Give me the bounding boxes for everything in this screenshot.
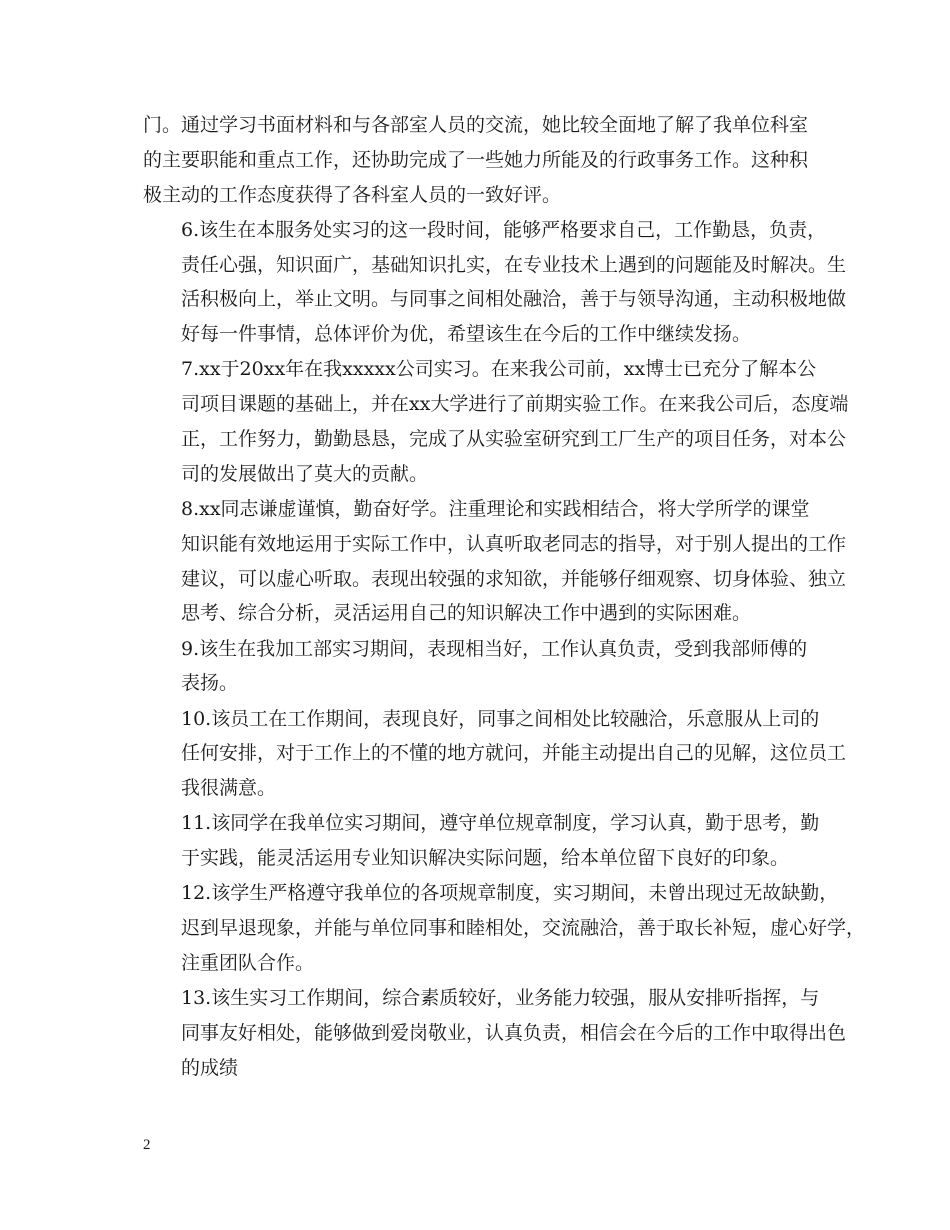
text-line: 司的发展做出了莫大的贡献。 [181, 462, 429, 485]
text-line: 正，工作努力，勤勤恳恳，完成了从实验室研究到工厂生产的项目任务，对本公 [181, 427, 847, 450]
text-line: 的主要职能和重点工作，还协助完成了一些她力所能及的行政事务工作。这种积 [143, 148, 809, 171]
paragraph [143, 876, 866, 980]
paragraph [143, 702, 847, 806]
text-line: 10.该员工在工作期间，表现良好，同事之间相处比较融洽，乐意服从上司的 [181, 707, 820, 730]
text-line: 好每一件事情，总体评价为优，希望该生在今后的工作中继续发扬。 [181, 323, 752, 346]
text-line: 极主动的工作态度获得了各科室人员的一致好评。 [143, 183, 562, 206]
text-line: 任何安排，对于工作上的不懂的地方就问，并能主动提出自己的见解，这位员工 [181, 742, 847, 765]
text-line: 6.该生在本服务处实习的这一段时间，能够严格要求自己，工作勤恳，负责， [181, 218, 827, 241]
text-line: 活积极向上，举止文明。与同事之间相处融洽，善于与领导沟通，主动积极地做 [181, 288, 847, 311]
text-line: 表扬。 [181, 672, 239, 695]
text-line: 7.xx于20xx年在我xxxxx公司实习。在来我公司前，xx博士已充分了解本公 [181, 358, 817, 381]
text-line: 责任心强，知识面广，基础知识扎实，在专业技术上遇到的问题能及时解决。生 [181, 253, 847, 276]
paragraph [143, 352, 849, 491]
text-line: 门。通过学习书面材料和与各部室人员的交流，她比较全面地了解了我单位科室 [143, 114, 809, 136]
text-line: 12.该学生严格遵守我单位的各项规章制度，实习期间，未曾出现过无故缺勤， [181, 882, 839, 905]
text-line: 11.该同学在我单位实习期间，遵守单位规章制度，学习认真，勤于思考，勤 [181, 812, 820, 835]
text-line: 于实践，能灵活运用专业知识解决实际问题，给本单位留下良好的印象。 [181, 847, 790, 870]
text-line: 司项目课题的基础上，并在xx大学进行了前期实验工作。在来我公司后，态度端 [181, 393, 849, 416]
text-line: 的成绩 [181, 1056, 239, 1079]
text-line: 13.该生实习工作期间，综合素质较好，业务能力较强，服从安排听指挥，与 [181, 987, 820, 1010]
text-line: 我很满意。 [181, 777, 277, 800]
paragraph [143, 492, 847, 631]
paragraph [143, 108, 823, 212]
page-number: 2 [143, 1137, 151, 1153]
text-line: 9.该生在我加工部实习期间，表现相当好，工作认真负责，受到我部师傅的 [181, 637, 808, 660]
paragraph [143, 981, 847, 1085]
document-body [143, 108, 866, 1086]
paragraph [143, 213, 847, 352]
text-line: 知识能有效地运用于实际工作中，认真听取老同志的指导，对于别人提出的工作 [181, 532, 847, 555]
text-line: 建议，可以虚心听取。表现出较强的求知欲，并能够仔细观察、切身体验、独立 [181, 567, 847, 590]
paragraph [143, 806, 823, 876]
text-line: 注重团队合作。 [181, 951, 315, 974]
text-line: 同事友好相处，能够做到爱岗敬业，认真负责，相信会在今后的工作中取得出色 [181, 1021, 847, 1044]
text-line: 思考、综合分析，灵活运用自己的知识解决工作中遇到的实际困难。 [181, 602, 752, 625]
paragraph [143, 632, 823, 702]
text-line: 8.xx同志谦虚谨慎，勤奋好学。注重理论和实践相结合，将大学所学的课堂 [181, 497, 810, 520]
text-line: 迟到早退现象，并能与单位同事和睦相处，交流融洽，善于取长补短，虚心好学， [181, 917, 866, 940]
